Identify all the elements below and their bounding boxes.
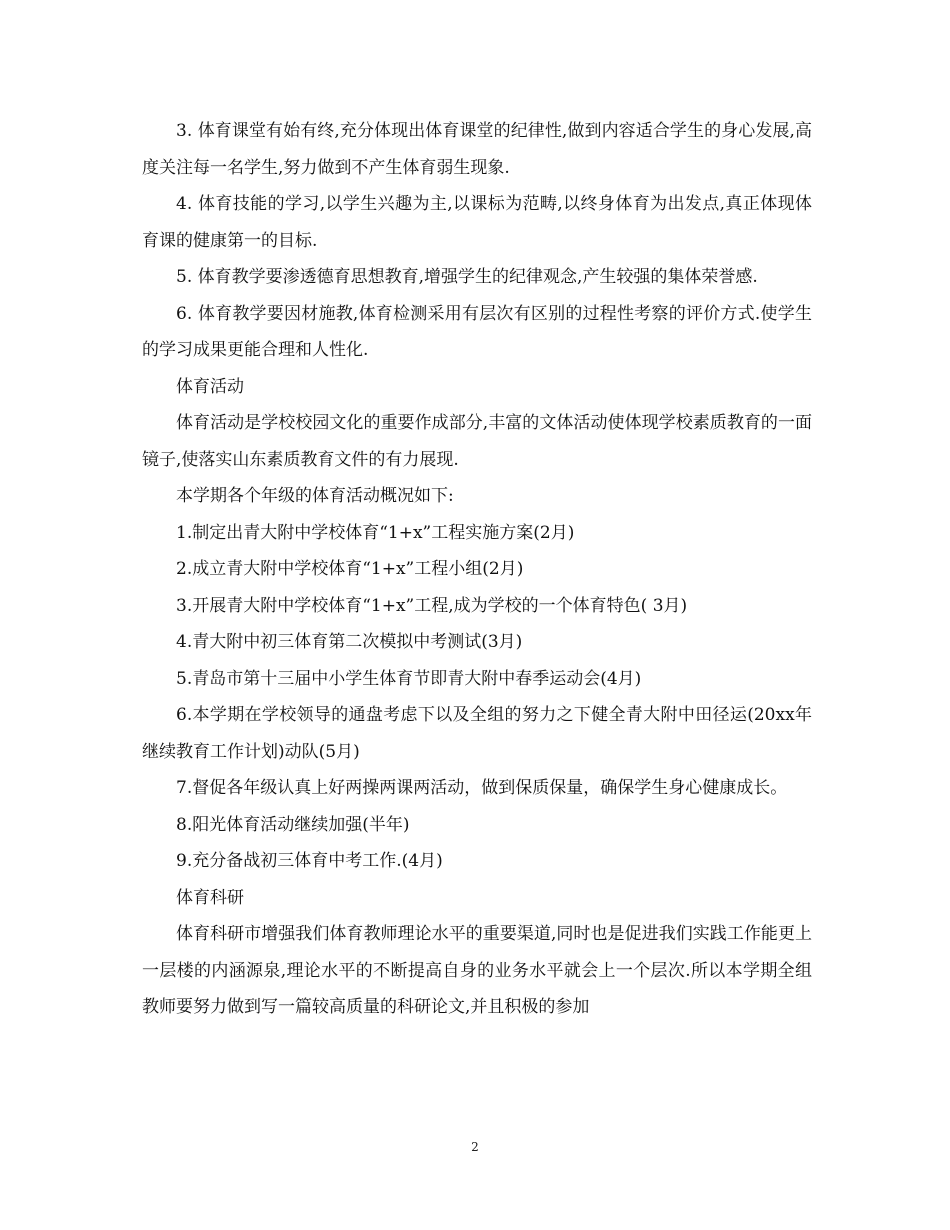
paragraph-item-4: 4. 体育技能的学习,以学生兴趣为主,以课标为范畴,以终身体育为出发点,真正体现体育课的健康第一的目标. [142, 194, 812, 251]
research-paragraph: 体育科研市增强我们体育教师理论水平的重要渠道,同时也是促进我们实践工作能更上一层楼的内涵源泉,理论水平的不断提高自身的业务水平就会上一个层次.所以本学期全组教师要努力做到写一篇较高质量的科研论文,并且积极的参加 [142, 924, 812, 1017]
section-heading-activities: 体育活动 [176, 376, 244, 397]
activity-item-9: 9.充分备战初三体育中考工作.(4月) [176, 851, 443, 871]
activities-intro: 体育活动是学校校园文化的重要作成部分,丰富的文体活动使体现学校素质教育的一面镜子,使落实山东素质教育文件的有力展现. [142, 413, 812, 470]
activity-item-6: 6.本学期在学校领导的通盘考虑下以及全组的努力之下健全青大附中田径运(20xx年继续教育工作计划)动队(5月) [142, 705, 812, 762]
activity-item-2: 2.成立青大附中学校体育“1+x”工程小组(2月) [176, 559, 524, 579]
paragraph-item-3: 3. 体育课堂有始有终,充分体现出体育课堂的纪律性,做到内容适合学生的身心发展,高度关注每一名学生,努力做到不产生体育弱生现象. [142, 121, 812, 178]
document-body [142, 113, 812, 1026]
activities-list-heading: 本学期各个年级的体育活动概况如下: [176, 486, 454, 506]
activity-item-7: 7.督促各年级认真上好两操两课两活动，做到保质保量，确保学生身心健康成长。 [176, 778, 788, 798]
activity-item-8: 8.阳光体育活动继续加强(半年) [176, 814, 410, 835]
section-heading-research: 体育科研 [176, 887, 244, 908]
activity-item-4: 4.青大附中初三体育第二次模拟中考测试(3月) [176, 632, 523, 652]
paragraph-item-6: 6. 体育教学要因材施教,体育检测采用有层次有区别的过程性考察的评价方式.使学生的学习成果更能合理和人性化. [142, 303, 812, 360]
page-number: 2 [471, 1140, 479, 1154]
activity-item-1: 1.制定出青大附中学校体育“1+x”工程实施方案(2月) [176, 522, 575, 543]
activity-item-5: 5.青岛市第十三届中小学生体育节即青大附中春季运动会(4月) [176, 668, 642, 689]
activity-item-3: 3.开展青大附中学校体育“1+x”工程,成为学校的一个体育特色( 3月) [176, 595, 688, 616]
paragraph-item-5: 5. 体育教学要渗透德育思想教育,增强学生的纪律观念,产生较强的集体荣誉感. [176, 267, 758, 287]
